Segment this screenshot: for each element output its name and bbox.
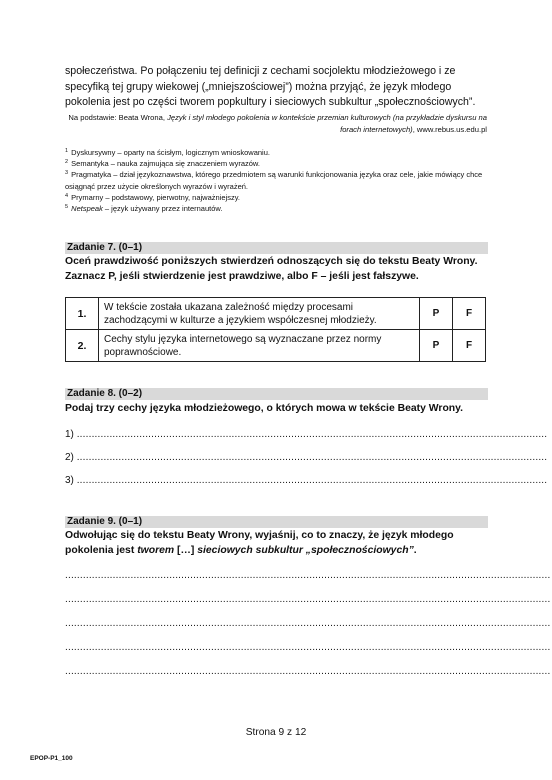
page-number: Strona 9 z 12 (245, 727, 307, 738)
option-f[interactable]: F (453, 330, 486, 362)
exam-code: EPOP-P1_100 (30, 755, 73, 762)
task8-instruction: Podaj trzy cechy języka młodzieżowego, o których mowa w tekście Beaty Wrony. (65, 403, 464, 414)
answer-line[interactable]: ................................................................................................................................................................... (65, 666, 551, 677)
answer-line[interactable]: ................................................................................................................................................................... (65, 570, 551, 581)
answer-line[interactable]: ................................................................................................................................................................... (65, 594, 551, 605)
answer-line-2[interactable]: 2) .............................................................................................................................................................. (65, 452, 548, 463)
footnotes (65, 147, 495, 214)
row-number: 1. (66, 298, 99, 330)
true-false-table (65, 297, 486, 362)
option-f[interactable]: F (453, 298, 486, 330)
row-number: 2. (66, 330, 99, 362)
option-p[interactable]: P (420, 330, 453, 362)
statement-text: W tekście została ukazana zależność między procesami zachodzącymi w kulturze a językiem współczesnej młodzieży. (99, 298, 420, 330)
table-row (66, 298, 486, 330)
answer-line-3[interactable]: 3) .............................................................................................................................................................. (65, 475, 548, 486)
task7-header: Zadanie 7. (0–1) (65, 242, 488, 254)
footnote-3: $^3$ Pragmatyka – dział językoznawstwa, którego przedmiotem są warunki funkcjonowania języka oraz cele, jakie mówiący chce osiągnąć przez użycie określonych wyrazów i wyrażeń. (65, 170, 483, 191)
footnote-1: $^1$ Dyskursywny – oparty na ścisłym, logicznym wnioskowaniu. (65, 148, 270, 157)
task7-instruction: Oceń prawdziwość poniższych stwierdzeń odnoszących się do tekstu Beaty Wrony. Zaznacz P, jeśli stwierdzenie jest prawdziwe, albo F – jeśli jest fałszywe. (65, 256, 478, 282)
task9-instruction: Odwołując się do tekstu Beaty Wrony, wyjaśnij, co to znaczy, że język młodego pokolenia jest tworem […] sieciowych subkultur „społecznościowych”. (65, 530, 454, 556)
footnote-2: $^2$ Semantyka – nauka zajmująca się znaczeniem wyrazów. (65, 159, 260, 169)
table-row (66, 330, 486, 362)
answer-line-1[interactable]: 1) .............................................................................................................................................................. (65, 429, 548, 440)
task9-header: Zadanie 9. (0–1) (65, 516, 488, 528)
source-citation: Na podstawie: Beata Wrona, Język i styl młodego pokolenia w kontekście przemian kulturowych (na przykładzie dyskursu na forach internetowych), www.rebus.us.edu.pl (68, 113, 487, 134)
task8-header: Zadanie 8. (0–2) (65, 388, 488, 400)
answer-line[interactable]: ................................................................................................................................................................... (65, 618, 551, 629)
answer-line[interactable]: ................................................................................................................................................................... (65, 642, 551, 653)
option-p[interactable]: P (420, 298, 453, 330)
intro-paragraph: społeczeństwa. Po połączeniu tej definicji z cechami socjolektu młodzieżowego i ze specyfiką tej grupy wiekowej („mniejszościowej”) można przyjąć, że język młodego pokolenia jest po części tworem popkultury i sieciowych subkultur „społecznościowych”. (65, 65, 476, 108)
footnote-5: $^5$ Netspeak – język używany przez internautów. (65, 204, 223, 214)
footnote-4: $^4$ Prymarny – podstawowy, pierwotny, najważniejszy. (65, 192, 240, 202)
statement-text: Cechy stylu języka internetowego są wyznaczane przez normy poprawnościowe. (99, 330, 420, 362)
